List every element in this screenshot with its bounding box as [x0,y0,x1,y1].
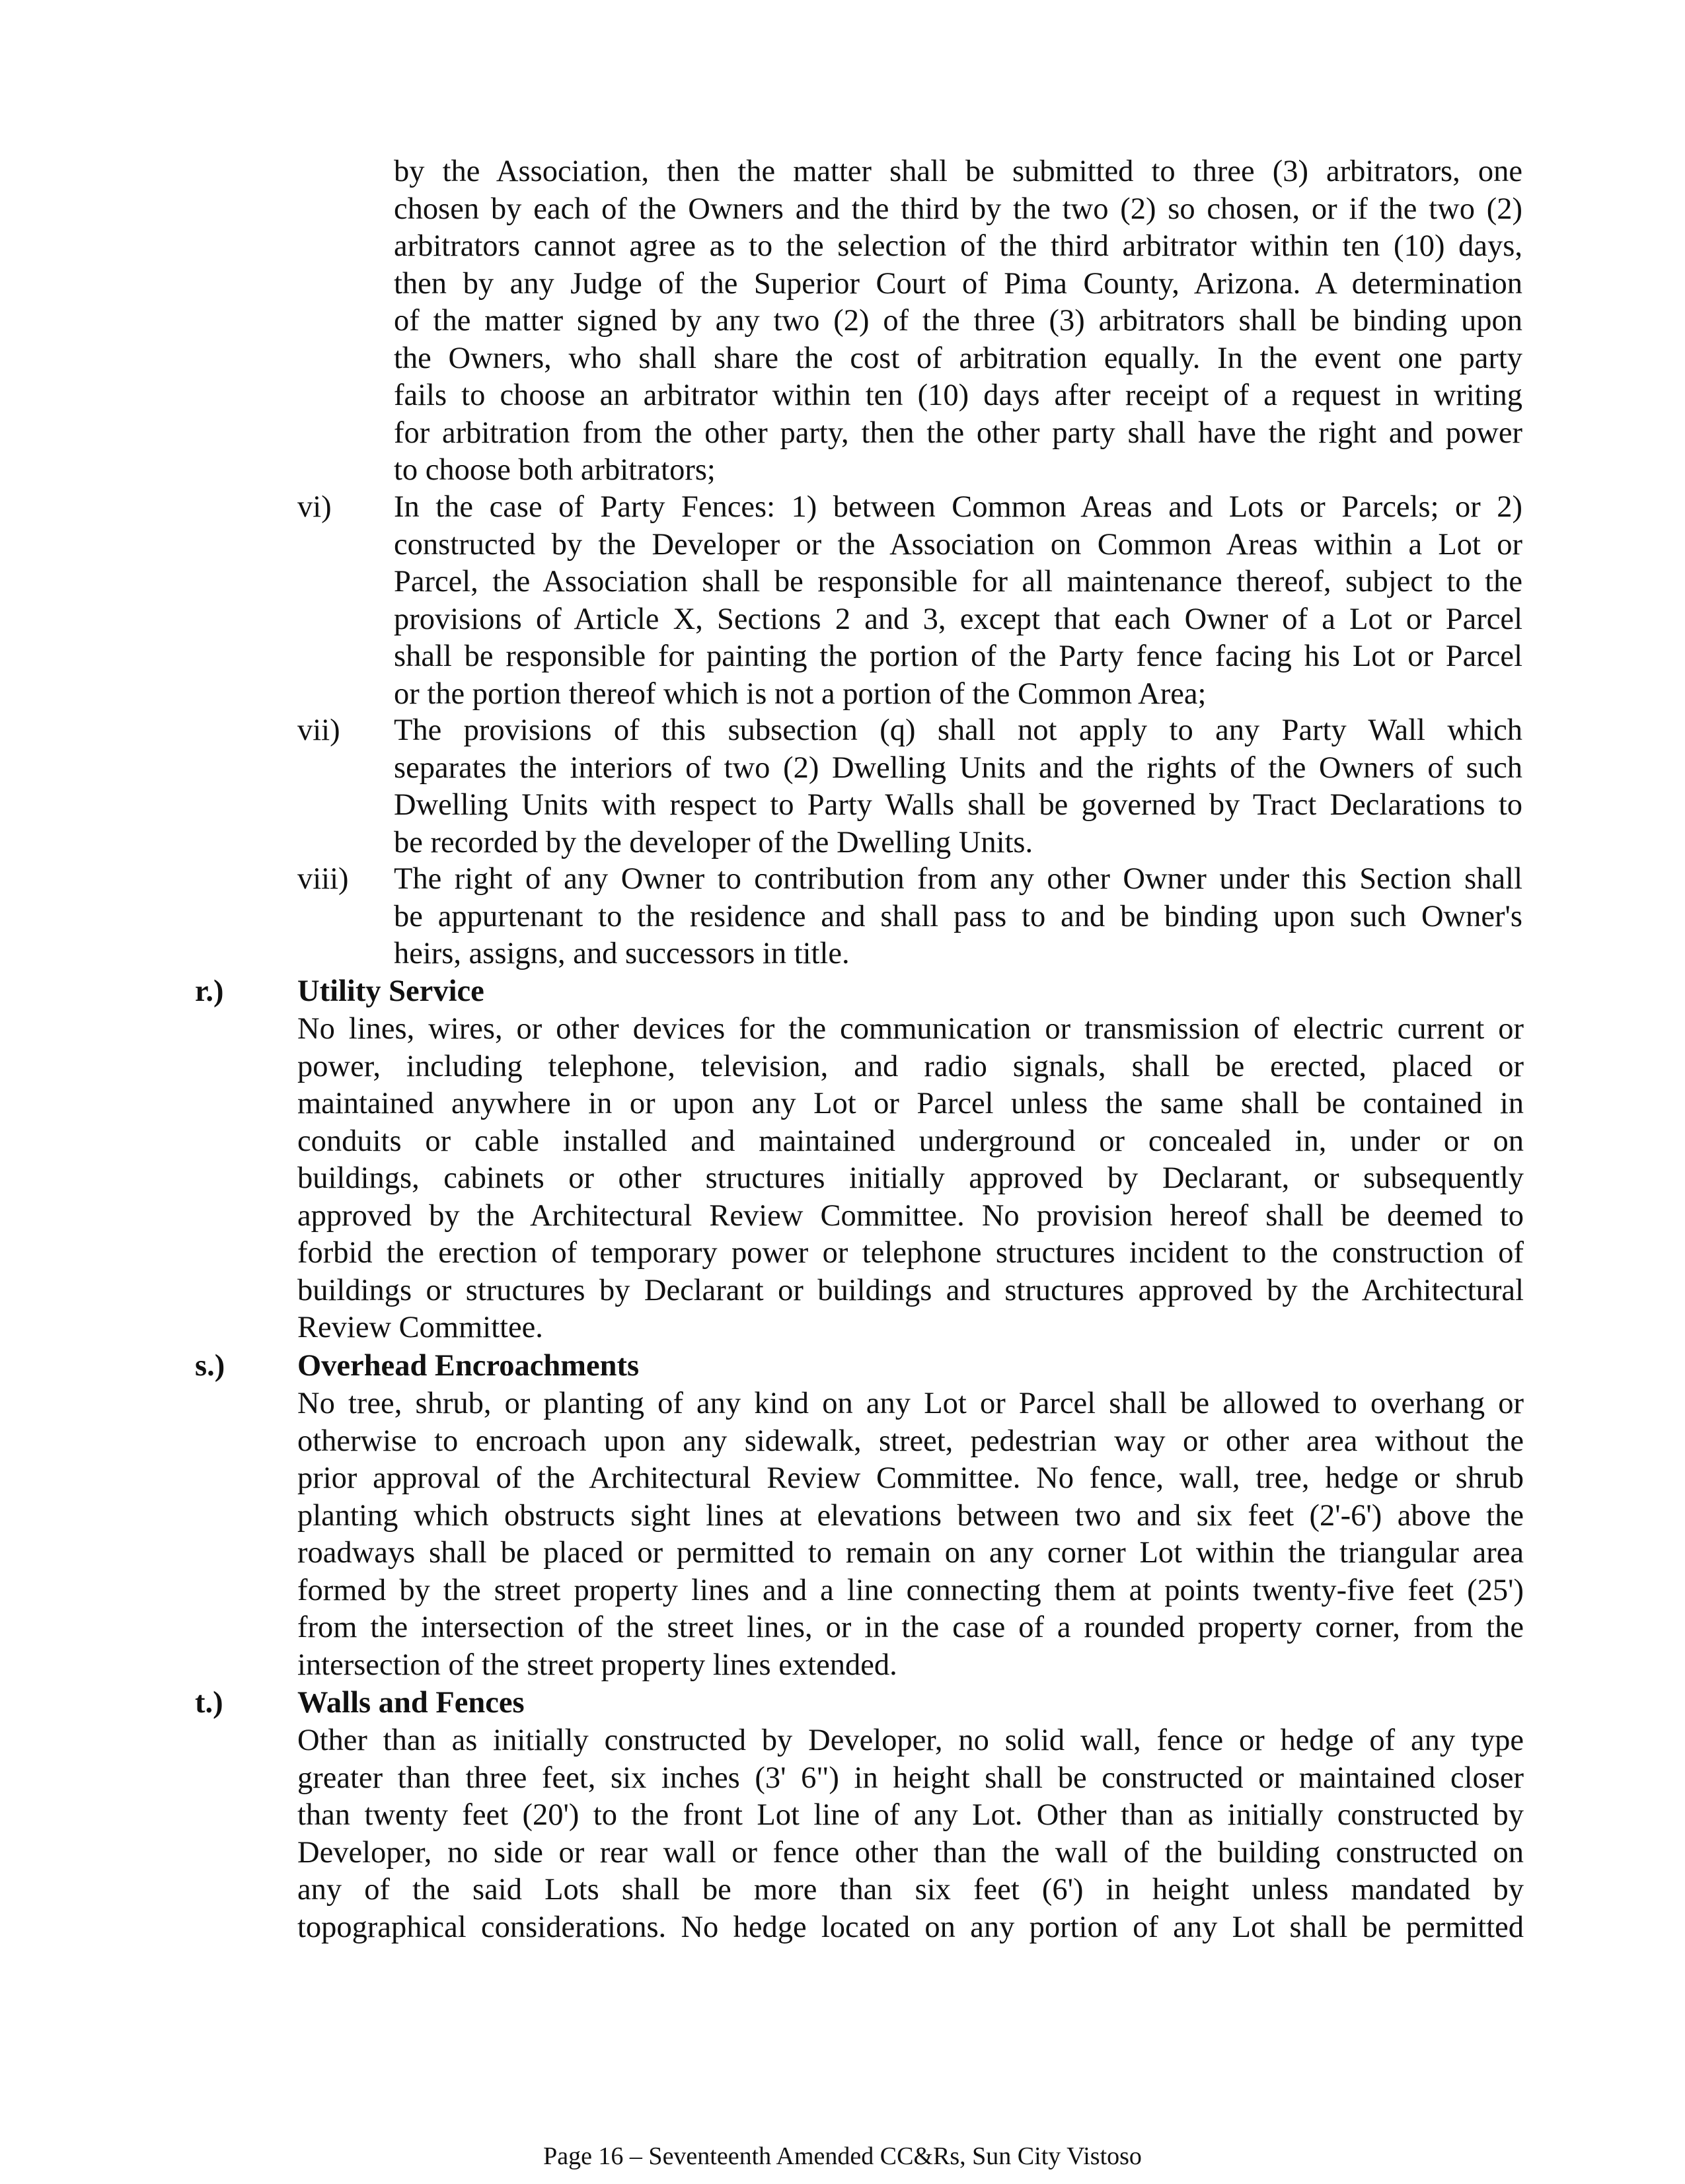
text-line: maintained anywhere in or upon any Lot or Parcel unless the same shall be contained in [297,1087,1524,1120]
item-numeral: viii) [297,862,349,896]
page-footer: Page 16 – Seventeenth Amended CC&Rs, Sun City Vistoso [543,2142,1142,2170]
text-line: otherwise to encroach upon any sidewalk, street, pedestrian way or other area without the [297,1424,1524,1458]
text-line: greater than three feet, six inches (3' 6") in height shall be constructed or maintained closer [297,1761,1524,1795]
text-line: from the intersection of the street lines, or in the case of a rounded property corner, from the [297,1611,1524,1644]
text-line: of the matter signed by any two (2) of the three (3) arbitrators shall be binding upon [394,304,1522,338]
text-line: be appurtenant to the residence and shall pass to and be binding upon such Owner's [394,899,1522,933]
text-line: or the portion thereof which is not a portion of the Common Area; [394,676,1207,711]
text-line: buildings, cabinets or other structures initially approved by Declarant, or subsequently [297,1161,1524,1195]
text-line: Dwelling Units with respect to Party Walls shall be governed by Tract Declarations to [394,788,1522,822]
text-line: In the case of Party Fences: 1) between Common Areas and Lots or Parcels; or 2) [394,490,1522,524]
section-r-body [297,1011,1524,1347]
text-line: prior approval of the Architectural Review Committee. No fence, wall, tree, hedge or shrub [297,1461,1524,1495]
continuation-paragraph [394,153,1522,490]
section-title: Walls and Fences [297,1686,525,1720]
section-title: Overhead Encroachments [297,1349,640,1383]
text-line: Parcel, the Association shall be responsible for all maintenance thereof, subject to the [394,565,1522,599]
text-line: then by any Judge of the Superior Court of Pima County, Arizona. A determination [394,266,1522,301]
text-line: No lines, wires, or other devices for the communication or transmission of electric current or [297,1012,1524,1046]
text-line: formed by the street property lines and a line connecting them at points twenty-five feet (25') [297,1573,1524,1607]
section-letter: r.) [195,974,224,1008]
item-numeral: vi) [297,490,332,524]
text-line: planting which obstructs sight lines at elevations between two and six feet (2'-6') above the [297,1498,1524,1533]
text-line: The right of any Owner to contribution from any other Owner under this Section shall [394,862,1522,896]
item-viii-text [394,861,1522,973]
text-line: topographical considerations. No hedge located on any portion of any Lot shall be permitted [297,1910,1524,1944]
section-letter: s.) [195,1349,225,1383]
text-line: roadways shall be placed or permitted to remain on any corner Lot within the triangular area [297,1536,1524,1570]
text-line: arbitrators cannot agree as to the selection of the third arbitrator within ten (10) days, [394,229,1522,263]
text-line: be recorded by the developer of the Dwelling Units. [394,825,1033,859]
text-line: the Owners, who shall share the cost of arbitration equally. In the event one party [394,341,1522,375]
section-s-body [297,1385,1524,1684]
text-line: shall be responsible for painting the portion of the Party fence facing his Lot or Parcel [394,639,1522,673]
text-line: fails to choose an arbitrator within ten (10) days after receipt of a request in writing [394,379,1522,412]
item-vii-text [394,712,1522,861]
text-line: intersection of the street property lines extended. [297,1648,897,1682]
text-line: separates the interiors of two (2) Dwelling Units and the rights of the Owners of such [394,750,1522,785]
text-line: to choose both arbitrators; [394,453,716,487]
text-line: heirs, assigns, and successors in title. [394,937,850,970]
section-letter: t.) [195,1686,223,1720]
text-line: power, including telephone, television, and radio signals, shall be erected, placed or [297,1049,1524,1083]
text-line: any of the said Lots shall be more than six feet (6') in height unless mandated by [297,1873,1524,1907]
item-numeral: vii) [297,713,340,747]
item-vi-text [394,489,1522,713]
text-line: constructed by the Developer or the Association on Common Areas within a Lot or [394,527,1522,562]
text-line: for arbitration from the other party, then the other party shall have the right and power [394,416,1522,450]
text-line: provisions of Article X, Sections 2 and 3, except that each Owner of a Lot or Parcel [394,602,1522,636]
section-title: Utility Service [297,974,484,1008]
text-line: than twenty feet (20') to the front Lot line of any Lot. Other than as initially constructed by [297,1798,1524,1832]
text-line: buildings or structures by Declarant or buildings and structures approved by the Architectural [297,1273,1524,1307]
text-line: conduits or cable installed and maintained underground or concealed in, under or on [297,1124,1524,1158]
text-line: Developer, no side or rear wall or fence other than the wall of the building constructed on [297,1835,1524,1870]
text-line: forbid the erection of temporary power or telephone structures incident to the construction of [297,1236,1524,1270]
text-line: chosen by each of the Owners and the third by the two (2) so chosen, or if the two (2) [394,192,1522,226]
text-line: approved by the Architectural Review Committee. No provision hereof shall be deemed to [297,1198,1524,1233]
text-line: Review Committee. [297,1311,543,1344]
text-line: The provisions of this subsection (q) shall not apply to any Party Wall which [394,713,1522,747]
text-line: No tree, shrub, or planting of any kind on any Lot or Parcel shall be allowed to overhang or [297,1387,1524,1420]
text-line: by the Association, then the matter shall be submitted to three (3) arbitrators, one [394,155,1522,188]
text-line: Other than as initially constructed by Developer, no solid wall, fence or hedge of any type [297,1724,1524,1757]
section-t-body [297,1722,1524,1946]
